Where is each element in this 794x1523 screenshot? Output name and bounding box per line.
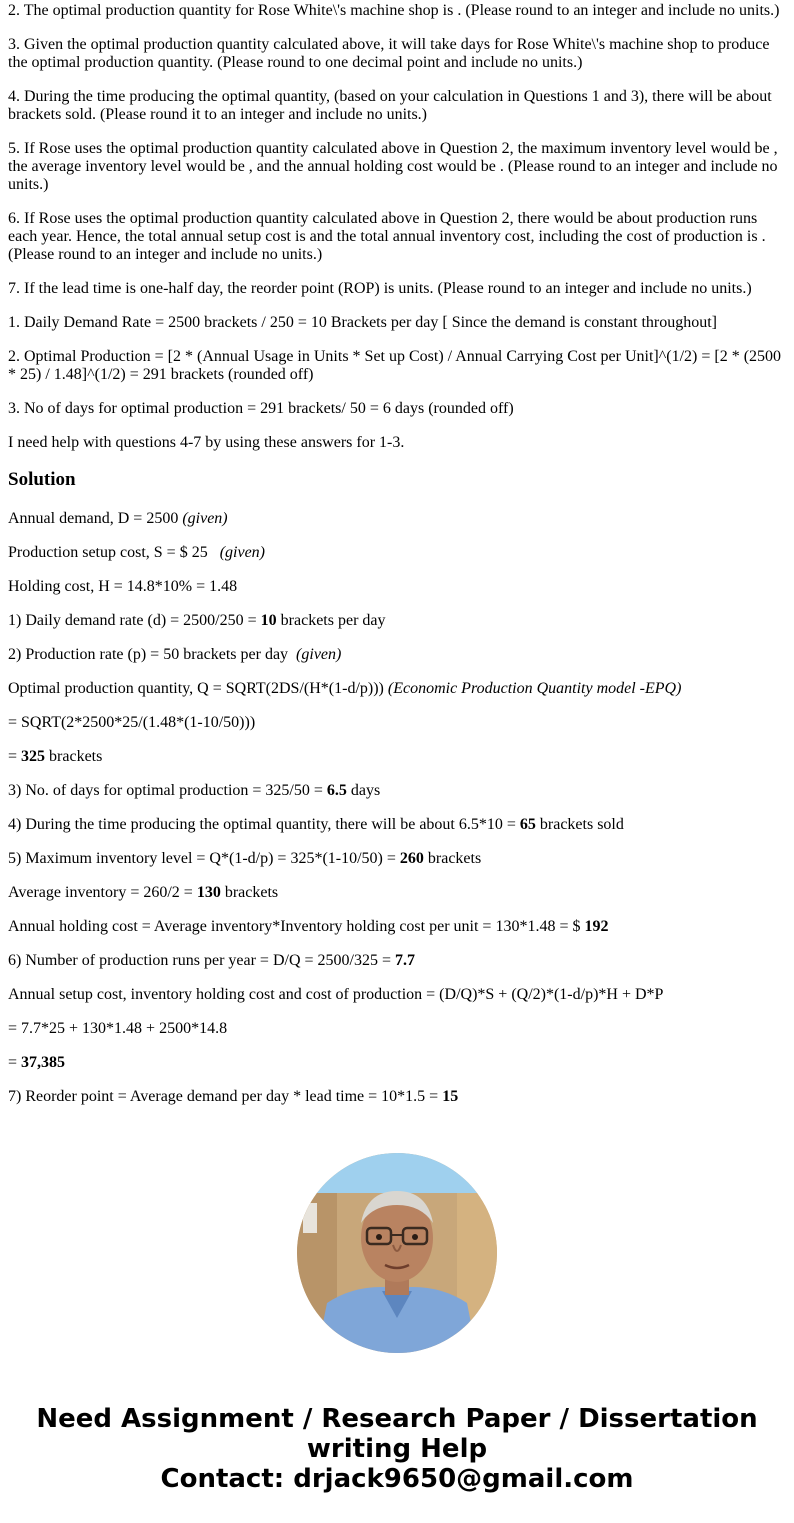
question-4: 4. During the time producing the optimal quantity, (based on your calculation in Questions 1 and 3), there will be about brackets sold. (Please round it to an integer and include no units.) [8,88,772,123]
annual-holding-cost: Annual holding cost = Average inventory*Inventory holding cost per unit = 130*1.48 = $ 192 [8,918,609,935]
promo-line-2: writing Help [306,1434,488,1464]
document-body [8,0,786,1122]
holding-cost: Holding cost, H = 14.8*10% = 1.48 [8,578,238,595]
setup-cost: Production setup cost, S = $ 25 (given) [8,544,265,561]
question-5: 5. If Rose uses the optimal production quantity calculated above in Question 2, the maximum inventory level would be , the average inventory level would be , and the annual holding cost would be . (Please round to an integer and include no units.) [8,140,778,193]
promo-banner [0,1404,794,1494]
reorder-point: 7) Reorder point = Average demand per day * lead time = 10*1.5 = 15 [8,1088,459,1105]
promo-line-1: Need Assignment / Research Paper / Dissertation [36,1404,758,1434]
production-rate: 2) Production rate (p) = 50 brackets per day (given) [8,646,342,663]
brackets-sold: 4) During the time producing the optimal quantity, there will be about 6.5*10 = 65 brackets sold [8,816,624,833]
question-3: 3. Given the optimal production quantity calculated above, it will take days for Rose White\'s machine shop to produce the optimal production quantity. (Please round to one decimal point and include no units.) [8,36,770,71]
author-avatar [297,1153,497,1353]
question-7: 7. If the lead time is one-half day, the reorder point (ROP) is units. (Please round to an integer and include no units.) [8,280,752,297]
help-request: I need help with questions 4-7 by using these answers for 1-3. [8,434,405,451]
average-inventory: Average inventory = 260/2 = 130 brackets [8,884,279,901]
epq-calculation: = SQRT(2*2500*25/(1.48*(1-10/50))) [8,714,256,731]
answer-3: 3. No of days for optimal production = 291 brackets/ 50 = 6 days (rounded off) [8,400,514,417]
annual-demand: Annual demand, D = 2500 (given) [8,510,228,527]
promo-contact: Contact: drjack9650@gmail.com [160,1464,634,1494]
total-cost-formula: Annual setup cost, inventory holding cost and cost of production = (D/Q)*S + (Q/2)*(1-d/p)*H + D*P [8,986,664,1003]
avatar-portrait [297,1153,497,1353]
solution-heading: Solution [8,469,76,490]
total-cost-calculation: = 7.7*25 + 130*1.48 + 2500*14.8 [8,1020,228,1037]
answer-2: 2. Optimal Production = [2 * (Annual Usage in Units * Set up Cost) / Annual Carrying Cost per Unit]^(1/2) = [2 * (2500 * 25) / 1.48]^(1/2) = 291 brackets (rounded off) [8,348,782,383]
max-inventory: 5) Maximum inventory level = Q*(1-d/p) = 325*(1-10/50) = 260 brackets [8,850,482,867]
question-2: 2. The optimal production quantity for Rose White\'s machine shop is . (Please round to an integer and include no units.) [8,2,780,19]
epq-formula: Optimal production quantity, Q = SQRT(2DS/(H*(1-d/p))) (Economic Production Quantity model -EPQ) [8,680,682,697]
answer-1: 1. Daily Demand Rate = 2500 brackets / 250 = 10 Brackets per day [ Since the demand is constant throughout] [8,314,717,331]
production-days: 3) No. of days for optimal production = 325/50 = 6.5 days [8,782,381,799]
question-6: 6. If Rose uses the optimal production quantity calculated above in Question 2, there would be about production runs each year. Hence, the total annual setup cost is and the total annual inventory cost, including the cost of production is . (Please round to an integer and include no units.) [8,210,766,263]
epq-result: = 325 brackets [8,748,103,765]
daily-demand: 1) Daily demand rate (d) = 2500/250 = 10 brackets per day [8,612,386,629]
total-cost-result: = 37,385 [8,1054,66,1071]
production-runs: 6) Number of production runs per year = D/Q = 2500/325 = 7.7 [8,952,415,969]
